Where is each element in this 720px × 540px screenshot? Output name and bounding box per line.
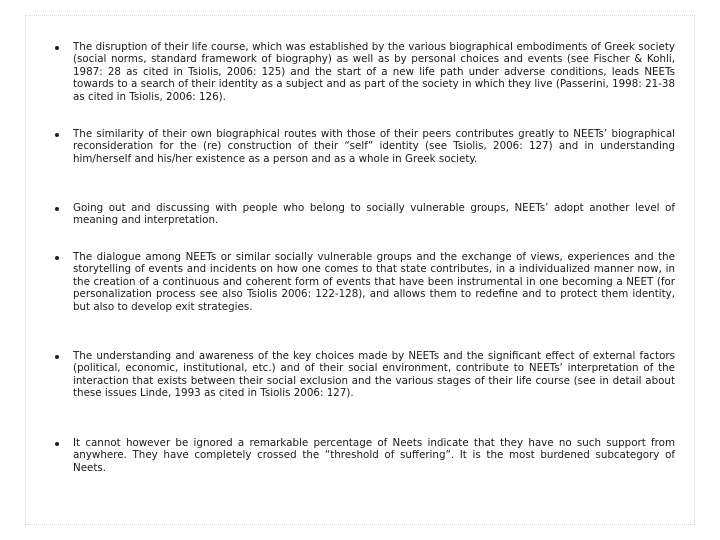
bullet-text: The understanding and awareness of the key choices made by NEETs and the significant effect of external factors (political, economic, institutional, etc.) and of their social environment, contribute to NEETs’ interpretation of the interaction that exists between their social exclusion and the various stages of their life course (see in detail about these issues Linde, 1993 as cited in Tsiolis 2006: 127). <box>73 350 675 400</box>
bullet-text: Going out and discussing with people who belong to socially vulnerable groups, NEETs’ adopt another level of meaning and interpretation. <box>73 202 675 227</box>
bullet-text: The similarity of their own biographical routes with those of their peers contributes greatly to NEETs’ biographical reconsideration for the (re) construction of their “self” identity (see Tsiolis, 2006: 127) and in understanding him/herself and his/her existence as a person and as a whole in Greek society. <box>73 128 675 165</box>
bullet-icon <box>55 133 59 137</box>
bullet-item-3 <box>55 202 675 227</box>
bullet-icon <box>55 442 59 446</box>
bullet-icon <box>55 207 59 211</box>
bullet-item-2 <box>55 128 675 165</box>
bullet-item-1 <box>55 41 675 103</box>
bullet-icon <box>55 46 59 50</box>
bullet-item-6 <box>55 437 675 474</box>
bullet-icon <box>55 256 59 260</box>
bullet-icon <box>55 355 59 359</box>
bullet-item-4 <box>55 251 675 313</box>
bullet-text: It cannot however be ignored a remarkable percentage of Neets indicate that they have no such support from anywhere. They have completely crossed the “threshold of suffering”. It is the most burdened subcategory of Neets. <box>73 437 675 474</box>
bullet-item-5 <box>55 350 675 400</box>
bullet-text: The disruption of their life course, which was established by the various biographical embodiments of Greek society (social norms, standard framework of biography) as well as by personal choices and events (see Fischer & Kohli, 1987: 28 as cited in Tsiolis, 2006: 125) and the start of a new life path under adverse conditions, leads NEETs towards to a search of their identity as a subject and as part of the society in which they live (Passerini, 1998: 21-38 as cited in Tsiolis, 2006: 126). <box>73 41 675 103</box>
bullet-text: The dialogue among NEETs or similar socially vulnerable groups and the exchange of views, experiences and the storytelling of events and incidents on how one comes to that state contributes, in a individualized manner now, in the creation of a continuous and coherent form of events that have been instrumental in one becoming a NEET (for personalization process see also Tsiolis 2006: 122-128), and allows them to redefine and to protect them identity, but also to develop exit strategies. <box>73 251 675 313</box>
